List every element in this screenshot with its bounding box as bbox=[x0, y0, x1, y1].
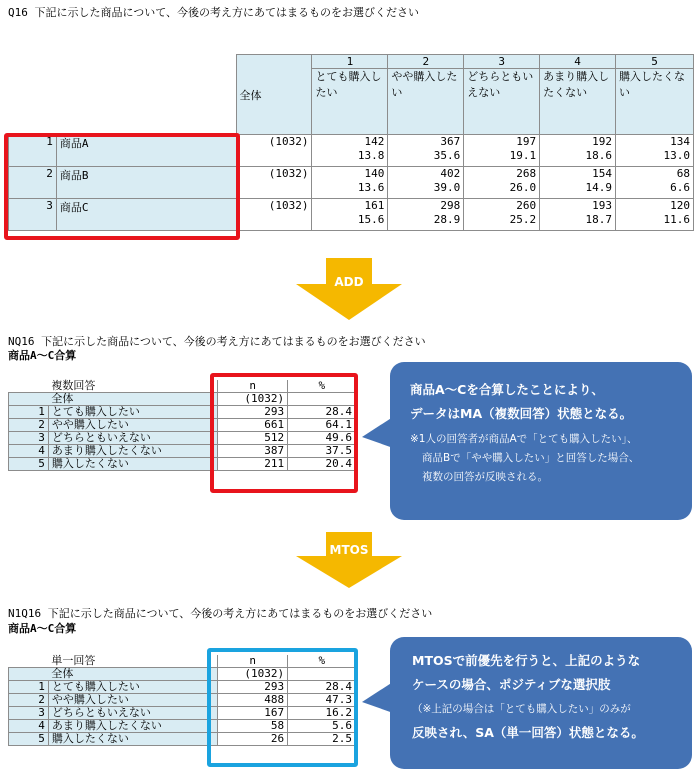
row-base-n: (1032) bbox=[236, 199, 312, 231]
column-label-1: とても購入したい bbox=[312, 69, 388, 135]
row-number: 2 bbox=[9, 694, 49, 707]
add-arrow-label: ADD bbox=[334, 275, 364, 289]
callout-bubble-ma bbox=[390, 362, 692, 520]
row-number: 3 bbox=[9, 432, 49, 445]
percent: 13.6 bbox=[357, 181, 385, 194]
row-number: 2 bbox=[9, 167, 57, 199]
total-label: 全体 bbox=[48, 668, 217, 681]
count: 298 bbox=[440, 199, 461, 212]
row-pct: 47.3 bbox=[288, 694, 356, 707]
count: 197 bbox=[516, 135, 537, 148]
count: 154 bbox=[592, 167, 613, 180]
n1q16-type-label: 単一回答 bbox=[51, 654, 96, 667]
percent: 25.2 bbox=[509, 213, 537, 226]
total-n: (1032) bbox=[218, 668, 288, 681]
percent: 28.9 bbox=[433, 213, 461, 226]
column-num-4: 4 bbox=[540, 55, 616, 69]
row-label: やや購入したい bbox=[48, 419, 217, 432]
row-label: やや購入したい bbox=[48, 694, 217, 707]
row-n: 387 bbox=[218, 445, 288, 458]
column-num-3: 3 bbox=[464, 55, 540, 69]
row-label: あまり購入したくない bbox=[48, 445, 217, 458]
row-pct: 64.1 bbox=[288, 419, 356, 432]
row-product-name: 商品B bbox=[56, 167, 236, 199]
row-label: とても購入したい bbox=[48, 681, 217, 694]
row-number: 3 bbox=[9, 199, 57, 231]
bubble-text: MTOSで前優先を行うと、上記のような bbox=[412, 653, 641, 668]
bubble-text: データはMA（複数回答）状態となる。 bbox=[410, 406, 633, 421]
row-n: 661 bbox=[218, 419, 288, 432]
percent: 15.6 bbox=[357, 213, 385, 226]
row-number: 5 bbox=[9, 458, 49, 471]
bubble-text: ケースの場合、ポジティブな選択肢 bbox=[412, 677, 611, 692]
count: 68 bbox=[676, 167, 690, 180]
row-label: 購入したくない bbox=[48, 733, 217, 746]
nq16-type-label: 複数回答 bbox=[51, 379, 96, 392]
n-header: n bbox=[218, 380, 288, 393]
count: 193 bbox=[592, 199, 613, 212]
pct-header: % bbox=[288, 655, 356, 668]
row-number: 1 bbox=[9, 406, 49, 419]
column-label-3: どちらともいえない bbox=[464, 69, 540, 135]
bubble-note: ※1人の回答者が商品Aで「とても購入したい」、 bbox=[410, 433, 638, 445]
bubble-note: 複数の回答が反映される。 bbox=[422, 471, 548, 483]
row-label: とても購入したい bbox=[48, 406, 217, 419]
row-n: 293 bbox=[218, 681, 288, 694]
count: 268 bbox=[516, 167, 537, 180]
cell bbox=[388, 167, 464, 199]
row-n: 58 bbox=[218, 720, 288, 733]
row-label: どちらともいえない bbox=[48, 432, 217, 445]
count: 140 bbox=[364, 167, 385, 180]
column-label-2: やや購入したい bbox=[388, 69, 464, 135]
nq16-title: NQ16 下記に示した商品について、今後の考え方にあてはまるものをお選びください bbox=[8, 335, 426, 348]
row-pct: 5.6 bbox=[288, 720, 356, 733]
red-highlight-box bbox=[4, 133, 240, 240]
row-n: 26 bbox=[218, 733, 288, 746]
percent: 18.7 bbox=[585, 213, 613, 226]
q16-title: Q16 下記に示した商品について、今後の考え方にあてはまるものをお選びください bbox=[8, 6, 420, 19]
total-n: (1032) bbox=[218, 393, 288, 406]
cell bbox=[540, 135, 616, 167]
bubble-text: 反映され、SA（単一回答）状態となる。 bbox=[412, 725, 644, 740]
nq16-subtitle: 商品A〜C合算 bbox=[8, 349, 77, 362]
count: 402 bbox=[440, 167, 461, 180]
row-pct: 49.6 bbox=[288, 432, 356, 445]
cell bbox=[616, 135, 694, 167]
count: 260 bbox=[516, 199, 537, 212]
row-n: 488 bbox=[218, 694, 288, 707]
column-num-5: 5 bbox=[616, 55, 694, 69]
count: 142 bbox=[364, 135, 385, 148]
row-label: どちらともいえない bbox=[48, 707, 217, 720]
count: 134 bbox=[670, 135, 690, 148]
count: 161 bbox=[364, 199, 385, 212]
down-arrow-icon bbox=[296, 532, 402, 588]
n1q16-title: N1Q16 下記に示した商品について、今後の考え方にあてはまるものをお選びください bbox=[8, 607, 433, 620]
blue-highlight-box-n1q16 bbox=[207, 648, 358, 767]
row-label: あまり購入したくない bbox=[48, 720, 217, 733]
cell bbox=[540, 167, 616, 199]
percent: 39.0 bbox=[433, 181, 461, 194]
row-pct: 37.5 bbox=[288, 445, 356, 458]
n1q16-subtitle: 商品A〜C合算 bbox=[8, 622, 77, 635]
column-label-5: 購入したくない bbox=[616, 69, 694, 135]
matrix-total-header: 全体 bbox=[236, 55, 312, 135]
total-label: 全体 bbox=[48, 393, 217, 406]
row-number: 2 bbox=[9, 419, 49, 432]
column-label-4: あまり購入したくない bbox=[540, 69, 616, 135]
percent: 19.1 bbox=[509, 149, 537, 162]
row-n: 167 bbox=[218, 707, 288, 720]
percent: 18.6 bbox=[585, 149, 613, 162]
cell bbox=[312, 199, 388, 231]
row-pct: 20.4 bbox=[288, 458, 356, 471]
cell bbox=[312, 167, 388, 199]
percent: 13.8 bbox=[357, 149, 385, 162]
row-base-n: (1032) bbox=[236, 135, 312, 167]
row-n: 512 bbox=[218, 432, 288, 445]
row-base-n: (1032) bbox=[236, 167, 312, 199]
row-number: 5 bbox=[9, 733, 49, 746]
row-number: 4 bbox=[9, 445, 49, 458]
count: 367 bbox=[440, 135, 461, 148]
row-label: 購入したくない bbox=[48, 458, 217, 471]
bubble-note: （※上記の場合は「とても購入したい」のみが bbox=[412, 703, 631, 715]
row-pct: 28.4 bbox=[288, 681, 356, 694]
row-product-name: 商品C bbox=[56, 199, 236, 231]
row-n: 293 bbox=[218, 406, 288, 419]
percent: 14.9 bbox=[585, 181, 613, 194]
row-pct: 28.4 bbox=[288, 406, 356, 419]
count: 120 bbox=[670, 199, 690, 212]
count: 192 bbox=[592, 135, 613, 148]
row-pct: 16.2 bbox=[288, 707, 356, 720]
cell bbox=[388, 135, 464, 167]
row-number: 4 bbox=[9, 720, 49, 733]
percent: 11.6 bbox=[663, 213, 690, 226]
cell bbox=[616, 199, 694, 231]
cell bbox=[464, 199, 540, 231]
column-num-2: 2 bbox=[388, 55, 464, 69]
row-pct: 2.5 bbox=[288, 733, 356, 746]
column-num-1: 1 bbox=[312, 55, 388, 69]
percent: 35.6 bbox=[433, 149, 461, 162]
mtos-arrow-label: MTOS bbox=[329, 543, 369, 557]
percent: 13.0 bbox=[663, 149, 690, 162]
row-n: 211 bbox=[218, 458, 288, 471]
cell bbox=[464, 167, 540, 199]
down-arrow-icon bbox=[296, 258, 402, 320]
cell bbox=[388, 199, 464, 231]
cell bbox=[540, 199, 616, 231]
n-header: n bbox=[218, 655, 288, 668]
percent: 6.6 bbox=[670, 181, 690, 194]
row-number: 1 bbox=[9, 681, 49, 694]
red-highlight-box-nq16 bbox=[210, 373, 358, 493]
row-number: 1 bbox=[9, 135, 57, 167]
percent: 26.0 bbox=[509, 181, 537, 194]
cell bbox=[312, 135, 388, 167]
cell bbox=[464, 135, 540, 167]
row-product-name: 商品A bbox=[56, 135, 236, 167]
pct-header: % bbox=[288, 380, 356, 393]
bubble-note: 商品Bで「やや購入したい」と回答した場合、 bbox=[422, 452, 640, 464]
cell bbox=[616, 167, 694, 199]
bubble-text: 商品A〜Cを合算したことにより、 bbox=[410, 382, 604, 397]
row-number: 3 bbox=[9, 707, 49, 720]
callout-bubble-sa bbox=[390, 637, 692, 769]
